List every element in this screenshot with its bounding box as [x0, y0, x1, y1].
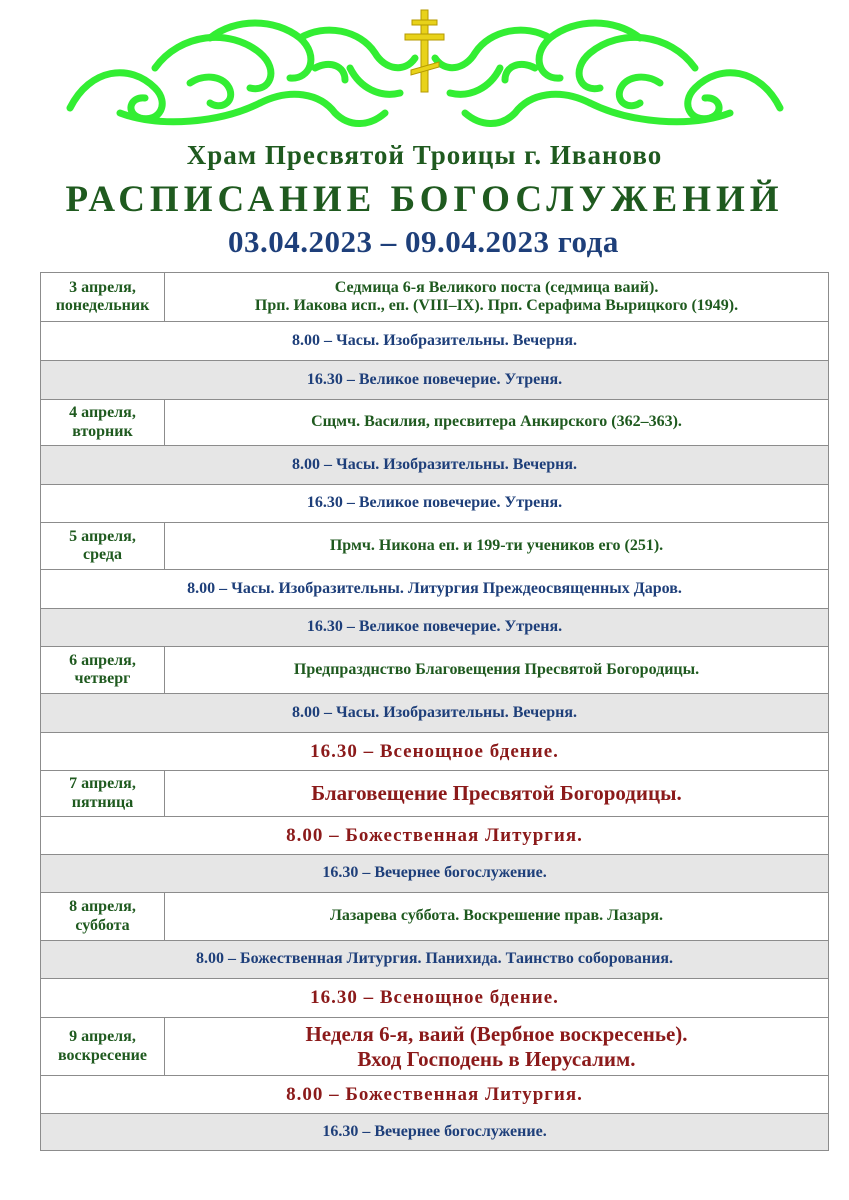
service-row	[41, 485, 829, 523]
service-text: 16.30 – Великое повечерие. Утреня.	[41, 361, 829, 400]
feast-line: Вход Господень в Иерусалим.	[357, 1046, 636, 1071]
church-name: Храм Пресвятой Троицы г. Иваново	[186, 140, 663, 170]
service-text: 16.30 – Всенощное бдение.	[41, 733, 829, 771]
day-date-cell	[41, 400, 165, 446]
day-date-cell	[41, 893, 165, 941]
schedule-title: РАСПИСАНИЕ БОГОСЛУЖЕНИЙ	[65, 179, 784, 220]
day-date-cell	[41, 647, 165, 694]
service-text: 16.30 – Всенощное бдение.	[41, 979, 829, 1018]
day-weekday: среда	[83, 546, 122, 563]
day-date-cell	[41, 523, 165, 570]
feast-line: Прмч. Никона еп. и 199-ти учеников его (251).	[329, 536, 664, 554]
service-text: 8.00 – Божественная Литургия.	[41, 817, 829, 855]
day-date: 3 апреля,	[69, 278, 136, 296]
service-row	[41, 322, 829, 361]
service-row	[41, 1114, 829, 1151]
schedule-period: 03.04.2023 – 09.04.2023 года	[228, 224, 619, 259]
feast-cell	[165, 893, 829, 941]
feast-line: Предпразднство Благовещения Пресвятой Богородицы.	[293, 660, 700, 678]
day-date: 6 апреля,	[69, 651, 136, 669]
service-row	[41, 1076, 829, 1114]
day-row	[41, 523, 829, 570]
day-date-cell	[41, 273, 165, 322]
service-text: 16.30 – Вечернее богослужение.	[41, 855, 829, 893]
day-date-cell	[41, 1018, 165, 1076]
day-weekday: четверг	[74, 670, 131, 687]
feast-line: Неделя 6-я, ваий (Вербное воскресенье).	[305, 1022, 688, 1047]
day-row	[41, 647, 829, 694]
service-text: 8.00 – Часы. Изобразительны. Литургия Преждеосвященных Даров.	[41, 570, 829, 609]
service-row	[41, 941, 829, 979]
feast-cell	[165, 1018, 829, 1076]
day-weekday: воскресение	[58, 1046, 147, 1064]
feast-line: Лазарева суббота. Воскрешение прав. Лазаря.	[329, 907, 664, 925]
service-text: 8.00 – Часы. Изобразительны. Вечерня.	[41, 446, 829, 485]
feast-cell	[165, 523, 829, 570]
service-text: 16.30 – Великое повечерие. Утреня.	[41, 609, 829, 647]
day-weekday: пятница	[71, 793, 134, 811]
service-row	[41, 361, 829, 400]
orthodox-cross-icon	[405, 10, 444, 92]
feast-cell	[165, 647, 829, 694]
service-row	[41, 979, 829, 1018]
ornament-header-image	[60, 8, 790, 138]
service-text: 16.30 – Великое повечерие. Утреня.	[41, 485, 829, 523]
day-row	[41, 771, 829, 817]
day-row	[41, 893, 829, 941]
schedule-table	[40, 272, 829, 1151]
feast-cell	[165, 400, 829, 446]
day-weekday: вторник	[72, 422, 133, 440]
day-weekday: понедельник	[55, 297, 150, 314]
day-date: 7 апреля,	[69, 775, 136, 793]
feast-cell	[165, 771, 829, 817]
feast-line: Сщмч. Василия, пресвитера Анкирского (362–363).	[311, 413, 682, 431]
service-row	[41, 694, 829, 733]
service-text: 8.00 – Часы. Изобразительны. Вечерня.	[41, 694, 829, 733]
feast-line: Седмица 6-я Великого поста (седмица ваий).	[334, 278, 659, 296]
day-date-cell	[41, 771, 165, 817]
day-date: 4 апреля,	[69, 404, 136, 422]
service-row	[41, 855, 829, 893]
day-date: 5 апреля,	[69, 527, 136, 545]
day-row	[41, 400, 829, 446]
feast-line: Прп. Иакова исп., еп. (VIII–IX). Прп. Серафима Вырицкого (1949).	[254, 297, 739, 314]
service-row	[41, 570, 829, 609]
service-row	[41, 446, 829, 485]
service-text: 8.00 – Часы. Изобразительны. Вечерня.	[41, 322, 829, 361]
service-text: 8.00 – Божественная Литургия.	[41, 1076, 829, 1114]
service-row	[41, 817, 829, 855]
feast-line: Благовещение Пресвятой Богородицы.	[311, 781, 682, 806]
service-row	[41, 733, 829, 771]
day-date: 9 апреля,	[69, 1028, 136, 1046]
day-row	[41, 1018, 829, 1076]
day-date: 8 апреля,	[69, 898, 136, 916]
service-text: 16.30 – Вечернее богослужение.	[41, 1114, 829, 1151]
service-text: 8.00 – Божественная Литургия. Панихида. Таинство соборования.	[41, 941, 829, 979]
service-row	[41, 609, 829, 647]
feast-cell	[165, 273, 829, 322]
day-row	[41, 273, 829, 322]
day-weekday: суббота	[75, 916, 130, 934]
